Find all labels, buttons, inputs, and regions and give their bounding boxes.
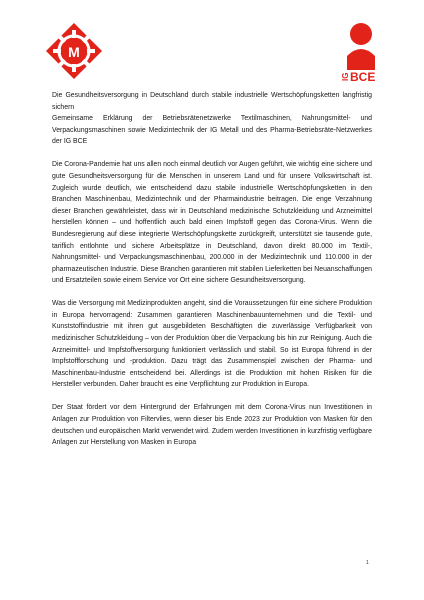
- svg-text:IG: IG: [341, 72, 350, 81]
- paragraph-3: Der Staat fördert vor dem Hintergrund der Erfahrungen mit dem Corona-Virus nun Investitionen in Anlagen zur Produktion von Filtervlies, wenn dieser bis Ende 2023 zur Produktion von Masken für den deutschen und europäischen Markt verwendet wird. Zudem werden Investitionen in kurzfristig verfügbare Anlagen zur Herstellung von Masken in Europa: [52, 404, 372, 447]
- statement-subtitle: Gemeinsame Erklärung der Betriebsrätenetzwerke Textilmaschinen, Nahrungsmittel- und Verpackungsmaschinen sowie Medizintechnik der IG Metall und des Pharma-Betriebsräte-Netzwerkes der IG BCE: [52, 115, 372, 146]
- paragraph-1: Die Corona-Pandemie hat uns allen noch einmal deutlich vor Augen geführt, wie wichtig eine sichere und gute Gesundheitsversorgung für die Menschen in unserem Land und für unsere Volkswirtschaft ist. Zugleich wurde deutlich, wie entscheidend dazu stabile industrielle Wertschöpfungsketten in den Branchen Maschinenbau, Medizintechnik und der Pharmaindustrie beitragen. Die enge Verzahnung dieser Branchen gewährleistet, dass wir in Deutschland medizinische Schutzkleidung und Arzneimittel herstellen können – und hoffentlich auch bald einen Impfstoff gegen das Corona-Virus. Wenn die Bundesregierung auf diese integrierte Wertschöpfungskette zurückgreift, unterstützt sie tausende gute, tariflich entlohnte und sichere Arbeitsplätze in Deutschland, davon direkt 80.000 im Textil-, Nahrungsmittel- und Verpackungsmaschinenbau, 200.000 in der Medizintechnik und 110.000 in der pharmazeutischen Industrie. Diese Branchen garantieren mit stabilen Lieferketten bei Neuanschaffungen und Ersatzteilen sowie einem Service vor Ort eine sichere Gesundheitsversorgung.: [52, 161, 372, 285]
- ig-bce-logo: [338, 20, 384, 84]
- page-number: 1: [366, 560, 369, 566]
- svg-text:BCE: BCE: [350, 70, 376, 84]
- statement-heading: [52, 90, 372, 148]
- ig-metall-logo: [44, 21, 104, 81]
- letter-body: [52, 90, 372, 460]
- statement-title: Die Gesundheitsversorgung in Deutschland durch stabile industrielle Wertschöpfungsketten langfristig sichern: [52, 92, 372, 111]
- paragraph-2: Was die Versorgung mit Medizinprodukten angeht, sind die Voraussetzungen für eine sichere Produktion in Europa hervorragend: Zusammen garantieren Maschinenbauunternehmen und die Textil- und Kunststoffindustrie mit ihren gut ausgebildeten Beschäftigten die zuverlässige Verfügbarkeit von medizinischer Schutzkleidung – von der Produktion über die Verpackung bis hin zur Reinigung. Auch die Arzneimittel- und Impfstoffversorgung funktioniert verlässlich und stabil. So ist Europa führend in der Impfstoffforschung und -produktion. Dazu trägt das Zusammenspiel zwischen der Pharma- und Maschinenbau-Industrie entscheidend bei. Allerdings ist die Produktion mit hohen Risiken für die Hersteller verbunden. Daher braucht es eine Verpflichtung zur Produktion in Europa.: [52, 300, 372, 389]
- svg-text:M: M: [68, 44, 80, 60]
